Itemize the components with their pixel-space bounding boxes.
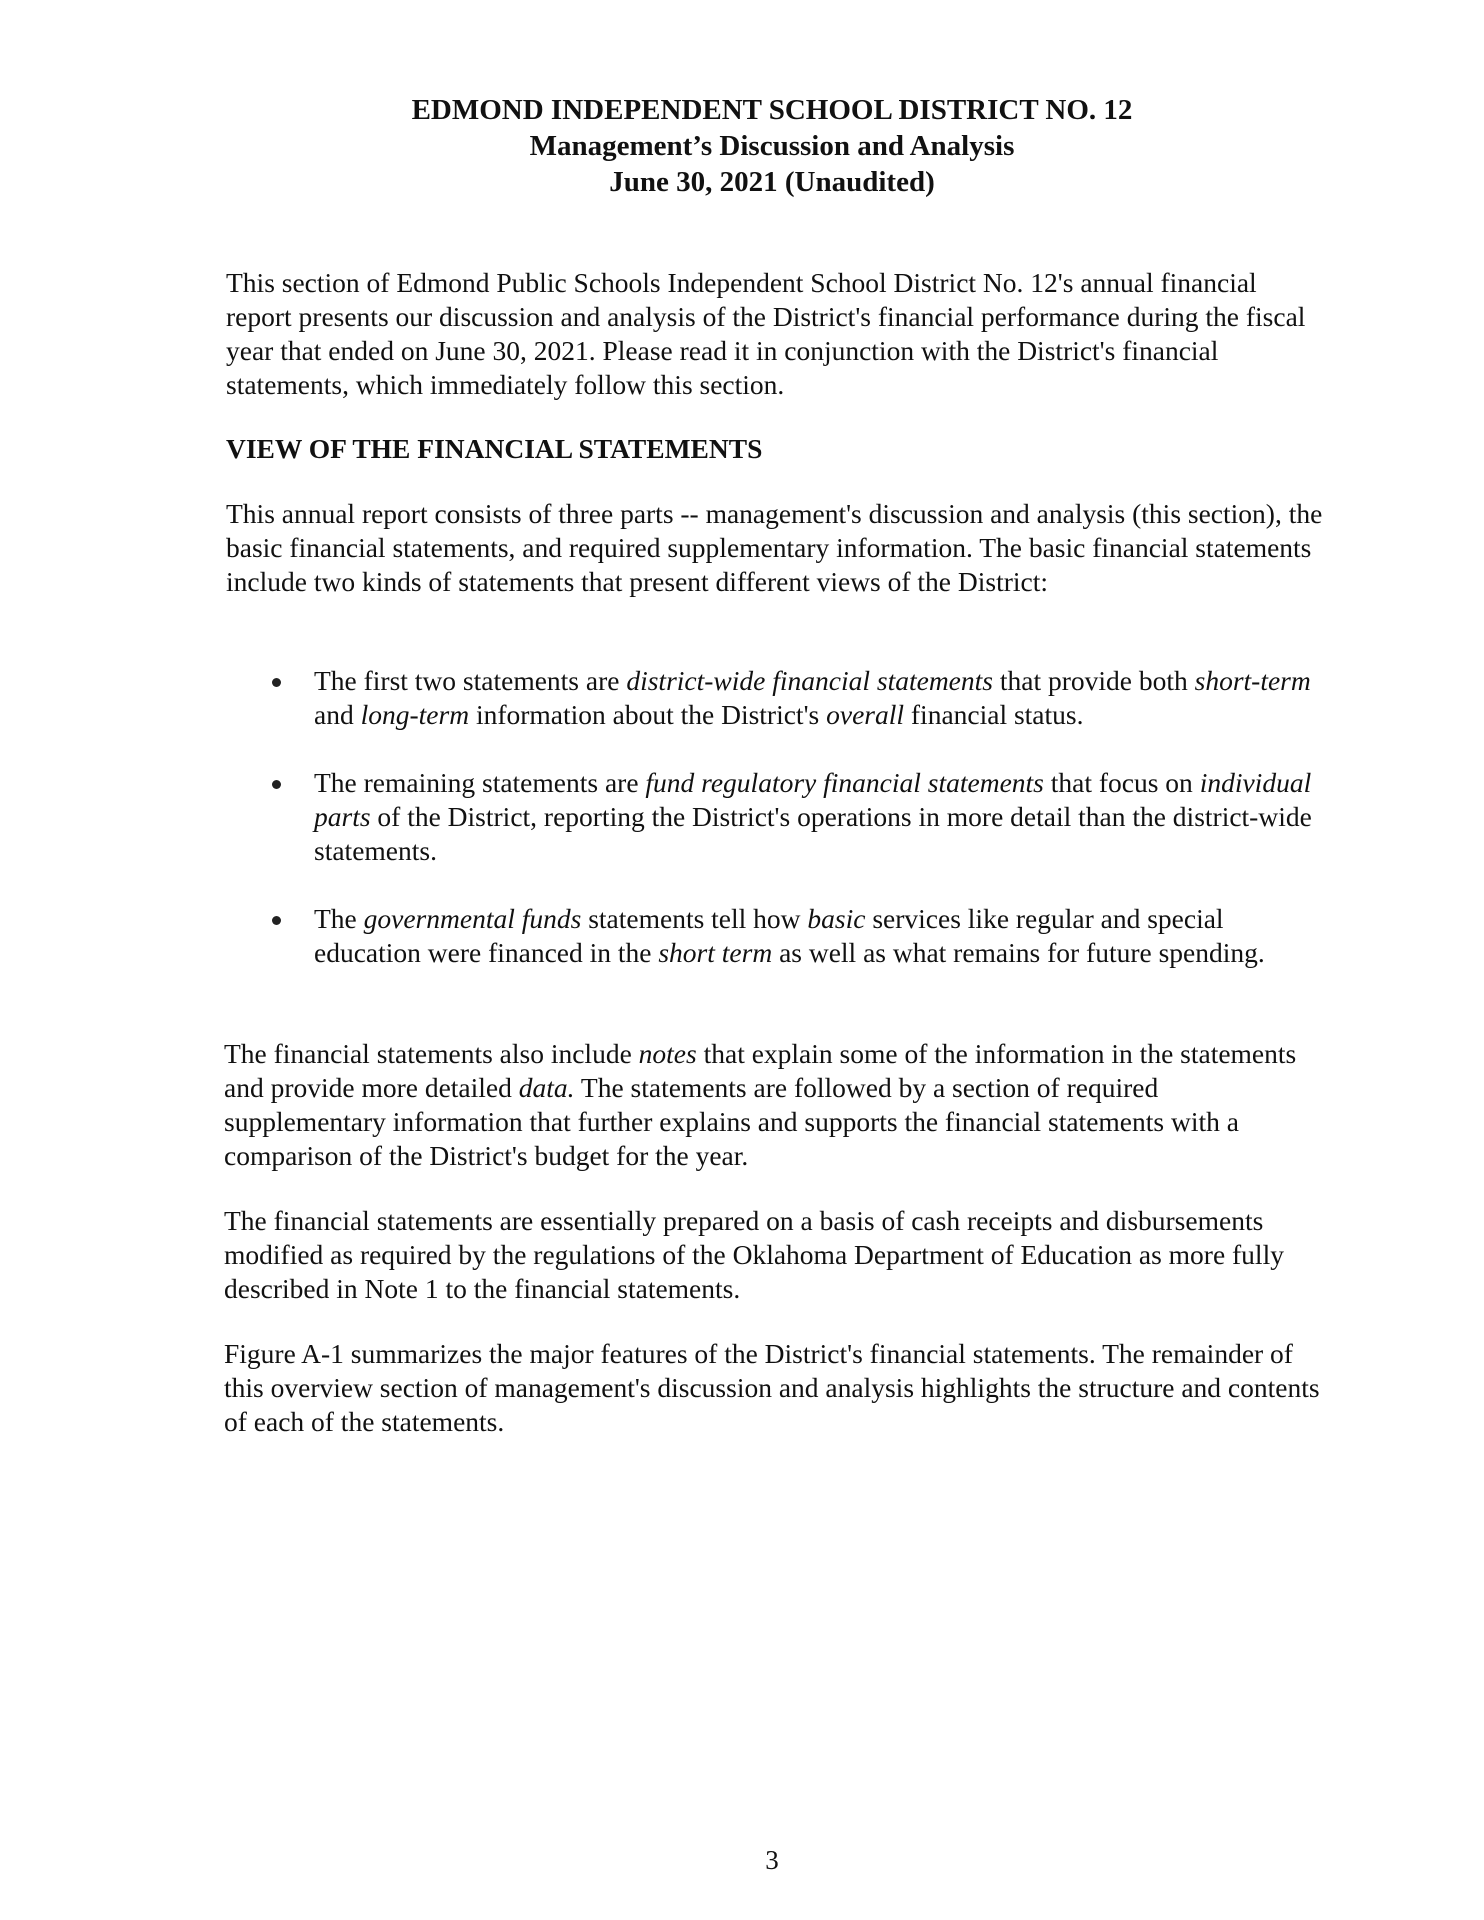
bullet-icon: [272, 678, 281, 687]
statement-types-list: [226, 664, 1326, 1004]
overview-paragraph: This annual report consists of three parts -- management's discussion and analysis (this section), the basic financial statements, and required supplementary information. The basic financial statements include two kinds of statements that present different views of the District:: [226, 498, 1323, 597]
bullet-text: as well as what remains for future spending.: [772, 937, 1265, 968]
header-report-title: Management’s Discussion and Analysis: [529, 130, 1015, 162]
bullet-text: information about the District's: [469, 699, 827, 730]
bullet-text: that provide both: [992, 665, 1195, 696]
bullet-emphasis: overall: [826, 699, 905, 730]
list-item: [226, 664, 1326, 732]
bullet-text: financial status.: [904, 699, 1084, 730]
bullet-emphasis: long-term: [360, 699, 470, 730]
list-item: [226, 902, 1326, 970]
bullet-emphasis: individual parts: [314, 767, 1312, 832]
bullet-text: services like regular and special education were financed in the: [314, 903, 1224, 968]
bullet-icon: [272, 916, 281, 925]
bullet-text: that focus on: [1043, 767, 1200, 798]
notes-emphasis: data.: [518, 1072, 575, 1103]
bullet-icon: [272, 780, 281, 789]
bullet-emphasis: basic: [807, 903, 866, 934]
figure-paragraph: Figure A-1 summarizes the major features of the District's financial statements. The remainder of this overview section of management's discussion and analysis highlights the structure and contents of each of the statements.: [224, 1338, 1320, 1437]
bullet-text: of the District, reporting the District's operations in more detail than the district-wide statements.: [314, 801, 1312, 866]
basis-paragraph: The financial statements are essentially prepared on a basis of cash receipts and disbursements modified as required by the regulations of the Oklahoma Department of Education as more fully described in Note 1 to the financial statements.: [224, 1205, 1284, 1304]
bullet-text: The remaining statements are: [314, 767, 646, 798]
header-report-date: June 30, 2021 (Unaudited): [609, 166, 935, 198]
bullet-text: and: [314, 699, 361, 730]
bullet-emphasis: fund regulatory financial statements: [645, 767, 1044, 798]
notes-paragraph: [224, 1037, 1324, 1173]
bullet-text: The: [314, 903, 364, 934]
bullet-emphasis: short term: [658, 937, 773, 968]
page-number: 3: [765, 1845, 779, 1875]
header-district-name: EDMOND INDEPENDENT SCHOOL DISTRICT NO. 12: [411, 94, 1133, 126]
section-heading: VIEW OF THE FINANCIAL STATEMENTS: [226, 433, 763, 464]
notes-text: The statements are followed by a section of required supplementary information that further explains and supports the financial statements with a comparison of the District's budget for the year.: [224, 1072, 1239, 1171]
intro-paragraph: This section of Edmond Public Schools Independent School District No. 12's annual financial report presents our discussion and analysis of the District's financial performance during the fiscal year that ended on June 30, 2021. Please read it in conjunction with the District's financial statements, which immediately follow this section.: [226, 267, 1306, 400]
notes-text: The financial statements also include: [224, 1038, 639, 1069]
notes-emphasis: notes: [638, 1038, 697, 1069]
bullet-emphasis: governmental funds: [363, 903, 582, 934]
bullet-emphasis: district-wide financial statements: [626, 665, 993, 696]
list-item: [226, 766, 1326, 868]
bullet-text: statements tell how: [581, 903, 808, 934]
document-header: [0, 92, 1484, 200]
bullet-emphasis: short-term: [1194, 665, 1311, 696]
notes-text: that explain some of the information in the statements and provide more detailed: [224, 1038, 1297, 1103]
bullet-text: The first two statements are: [314, 665, 627, 696]
